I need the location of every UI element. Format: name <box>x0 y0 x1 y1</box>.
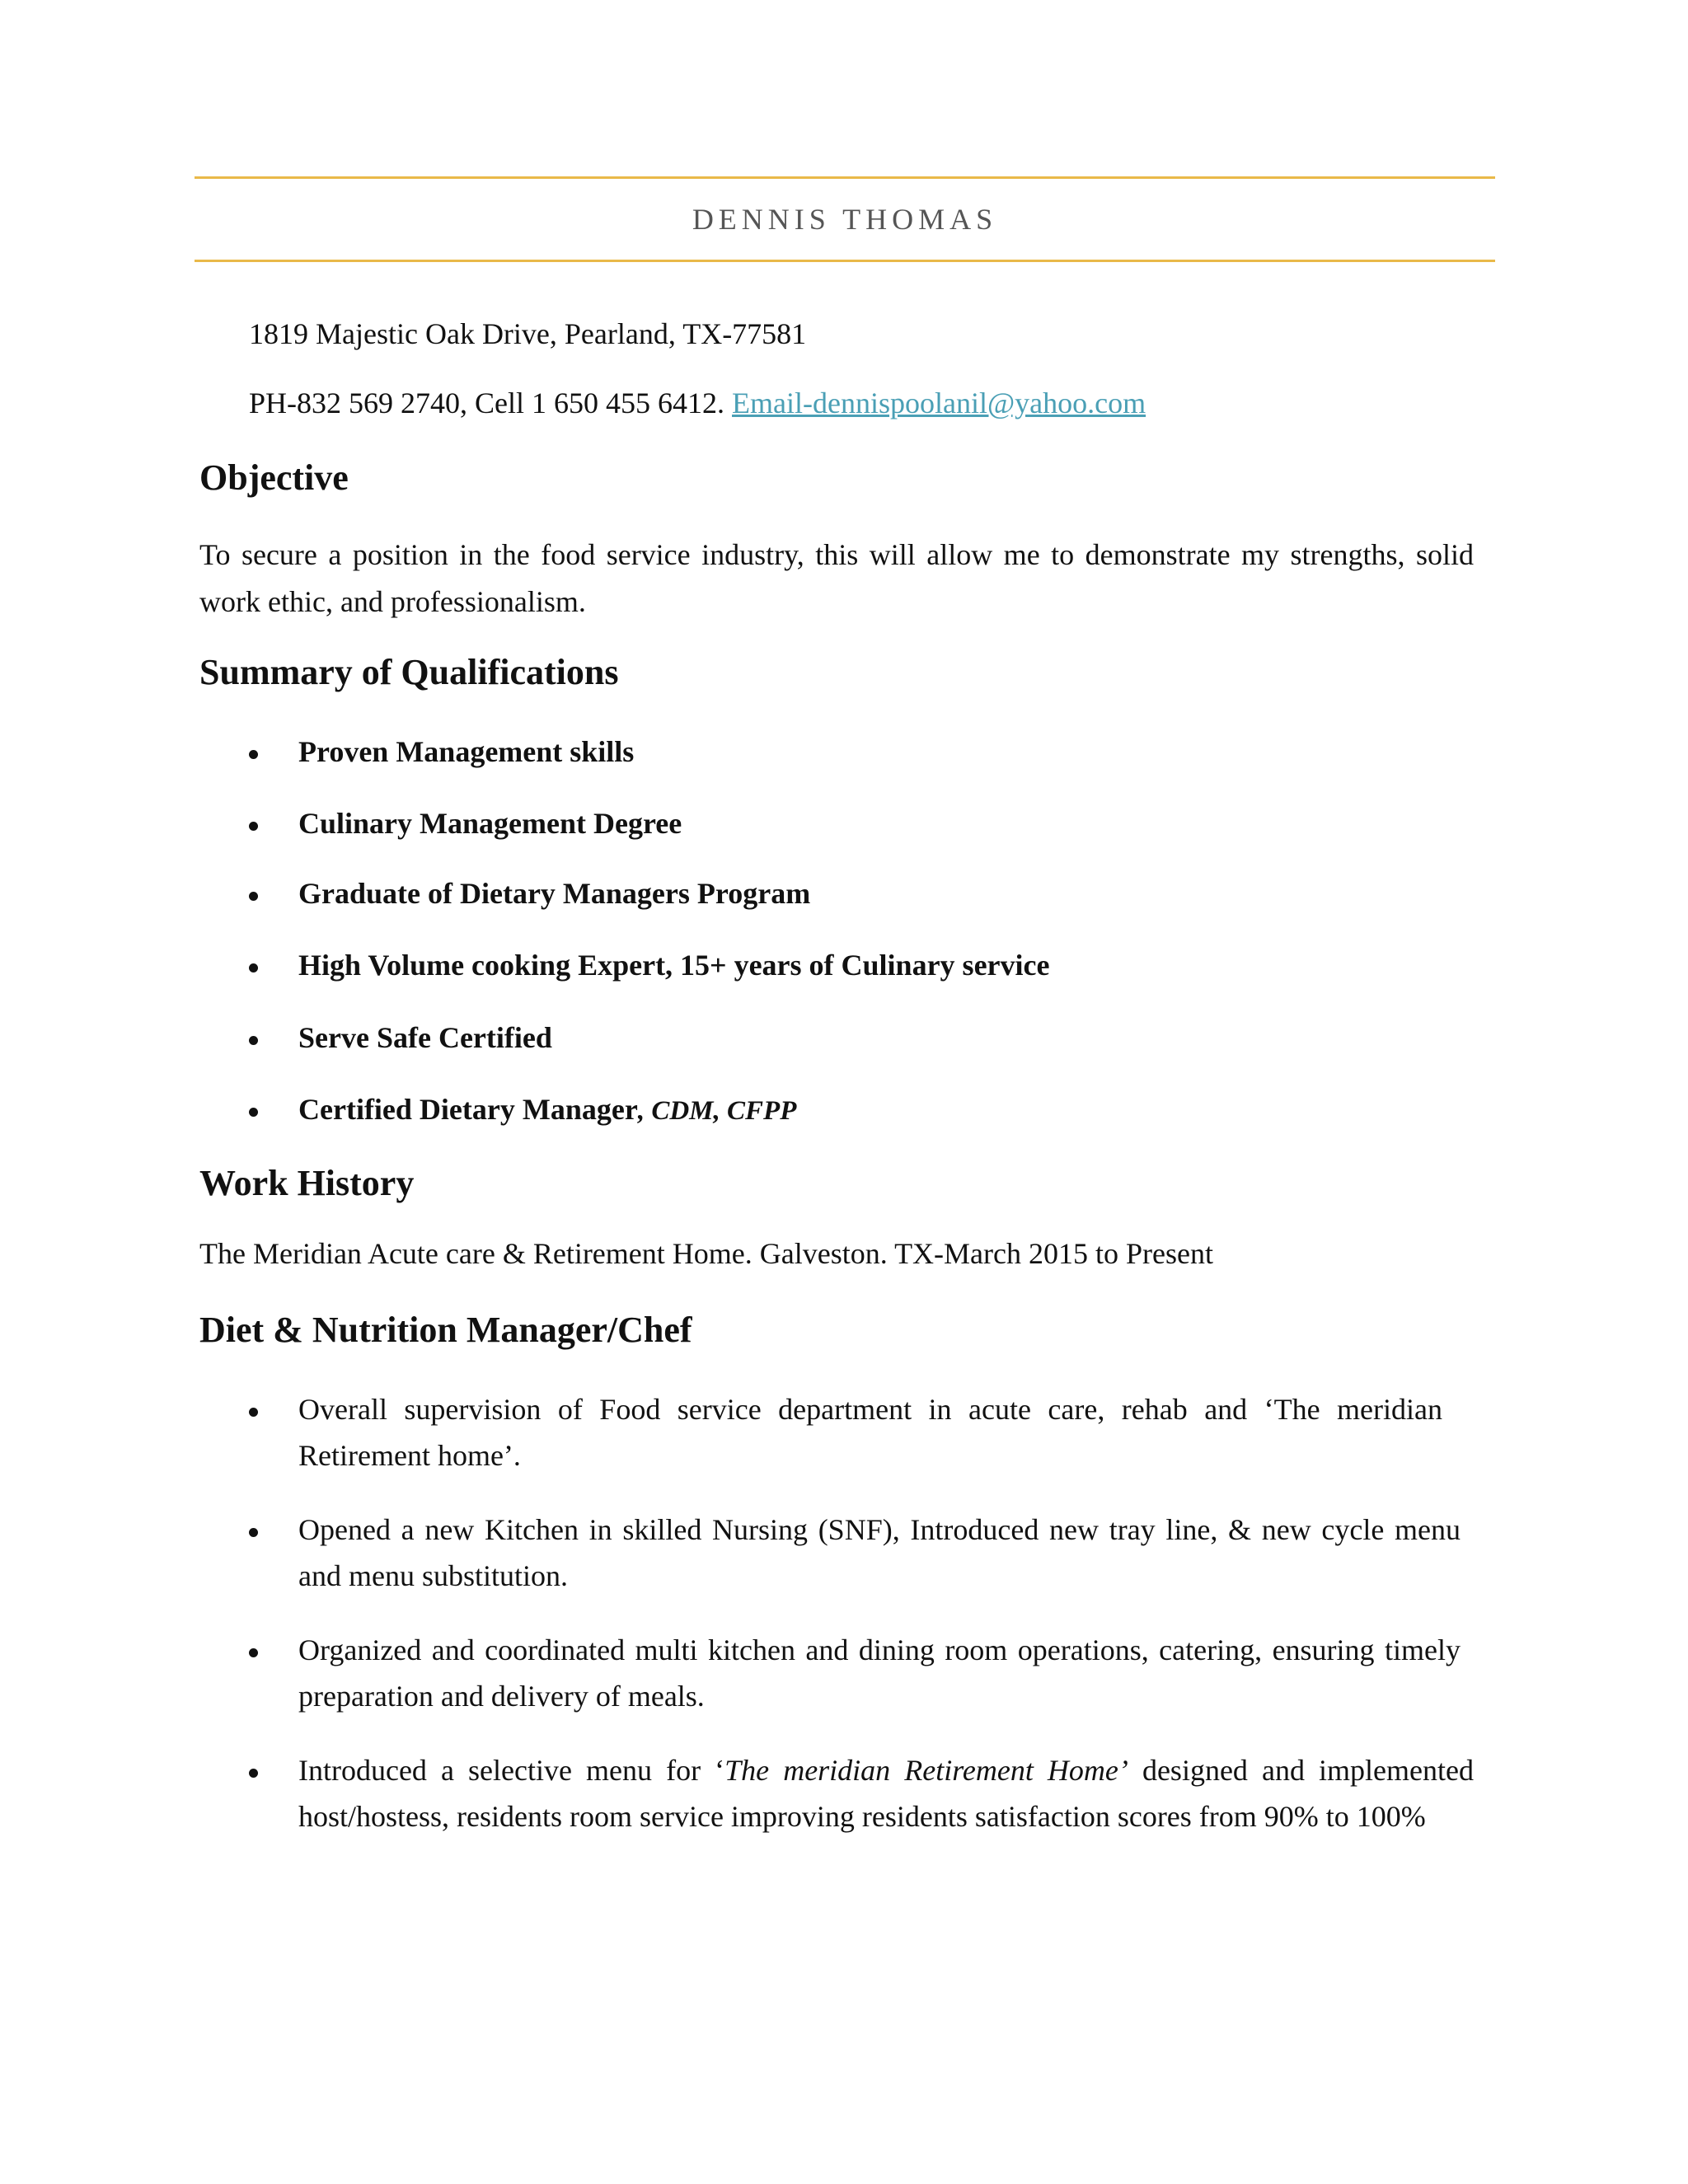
phone-numbers: PH-832 569 2740, Cell 1 650 455 6412. <box>249 387 725 419</box>
phone-email-line <box>249 386 1146 420</box>
candidate-name: DENNIS THOMAS <box>692 203 998 236</box>
bullet-icon <box>249 730 265 759</box>
address-line: 1819 Majestic Oak Drive, Pearland, TX-77581 <box>249 317 807 350</box>
list-item-text: Introduced a selective menu for ‘ <box>298 1754 725 1787</box>
list-item: Proven Management skills <box>298 735 635 768</box>
list-item: Opened a new Kitchen in skilled Nursing (SNF), Introduced new tray line, & new cycle menu and menu substitution. <box>298 1513 1461 1592</box>
list-item <box>298 1086 1474 1134</box>
email-link[interactable]: Email-dennispoolanil@yahoo.com <box>732 387 1146 419</box>
list-item: Serve Safe Certified <box>298 1021 552 1054</box>
role-heading: Diet & Nutrition Manager/Chef <box>199 1310 692 1350</box>
bullet-icon <box>249 1088 265 1117</box>
bullet-icon <box>249 1629 265 1657</box>
employer-line: The Meridian Acute care & Retirement Home. Galveston. TX-March 2015 to Present <box>199 1237 1213 1270</box>
bullet-icon <box>249 1749 265 1778</box>
bullet-icon <box>249 872 265 901</box>
list-item: Graduate of Dietary Managers Program <box>298 877 811 910</box>
list-item <box>298 1747 1474 1840</box>
list-item-text-cont: designed and implemented host/hostess, residents room service improving residents satisfaction scores from 90% to 100% <box>298 1754 1474 1833</box>
bullet-icon <box>249 1016 265 1045</box>
list-item-text: Certified Dietary Manager <box>298 1093 638 1126</box>
retirement-home-name: The meridian Retirement Home’ <box>724 1754 1128 1787</box>
list-item: Overall supervision of Food service department in acute care, rehab and ‘The meridian Retirement home’. <box>298 1393 1442 1472</box>
list-item: Culinary Management Degree <box>298 807 682 840</box>
certification-codes: , CDM, CFPP <box>637 1096 797 1126</box>
bullet-icon <box>249 1508 265 1537</box>
name-banner <box>195 176 1495 262</box>
bullet-icon <box>249 944 265 972</box>
work-history-heading: Work History <box>199 1163 415 1203</box>
objective-heading: Objective <box>199 457 349 498</box>
list-item: High Volume cooking Expert, 15+ years of Culinary service <box>298 949 1050 982</box>
bullet-icon <box>249 1388 265 1417</box>
objective-text: To secure a position in the food service industry, this will allow me to demonstrate my strengths, solid work ethic, and professionalism. <box>199 538 1474 618</box>
bullet-icon <box>249 802 265 831</box>
qualifications-heading: Summary of Qualifications <box>199 652 619 692</box>
list-item: Organized and coordinated multi kitchen and dining room operations, catering, ensuring timely preparation and delivery of meals. <box>298 1633 1461 1713</box>
